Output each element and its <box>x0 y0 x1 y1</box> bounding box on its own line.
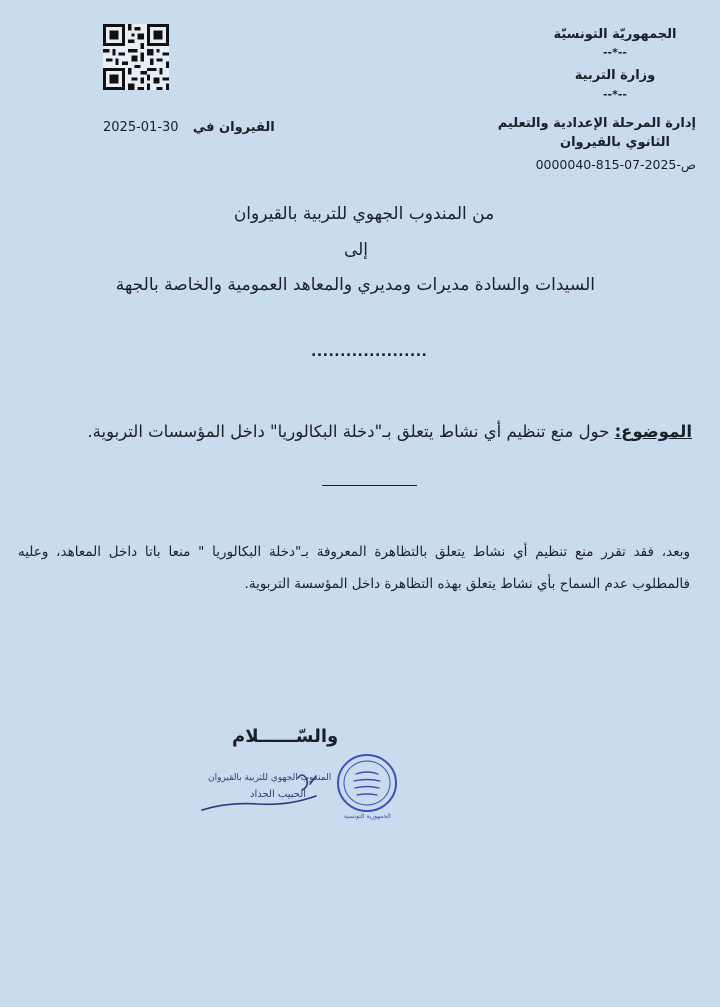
department-line-2: الثانوي بالقيروان <box>559 135 671 150</box>
place-label: القيروان في <box>192 120 275 135</box>
ministry-name: وزارة التربية <box>574 68 656 83</box>
country-name: الجمهوريّة التونسيّة <box>553 27 677 42</box>
official-stamp <box>336 752 398 814</box>
header-separator-1: --*-- <box>602 46 627 59</box>
signature-title: المندوب الجهوي للتربية بالقيروان <box>208 773 332 783</box>
stamp-text: الجمهورية التونسية <box>344 813 391 820</box>
dots-separator: .................... <box>311 344 428 360</box>
subject-text: حول منع تنظيم أي نشاط يتعلق بـ"دخلة البكالوريا" داخل المؤسسات التربوية. <box>87 422 610 441</box>
place-date <box>103 120 275 135</box>
signature-name: الحبيب الحداد <box>250 789 307 800</box>
header-separator-2: --*-- <box>602 88 627 101</box>
handwritten-signature <box>198 766 338 818</box>
closing-salutation: والسّــــــلام <box>232 726 339 747</box>
sender-line <box>0 204 720 224</box>
reference-number: ص-2025-07-815-0000040 <box>535 157 696 172</box>
recipients-line: السيدات والسادة مديرات ومديري والمعاهد العمومية والخاصة بالجهة <box>115 275 595 295</box>
body-paragraph: وبعد، فقد تقرر منع تنظيم أي نشاط يتعلق بالتظاهرة المعروفة بـ"دخلة البكالوريا " منعا باتا داخل المعاهد، وعليه فالمطلوب عدم السماح بأي نشاط يتعلق بهذه التظاهرة داخل المؤسسة التربوية. <box>18 544 690 592</box>
to-label: إلى <box>343 240 369 260</box>
qr-code <box>103 24 169 90</box>
subject-underline-rule <box>322 485 417 486</box>
department-line-1: إدارة المرحلة الإعدادية والتعليم <box>497 116 696 131</box>
sender-text: من المندوب الجهوي للتربية بالقيروان <box>233 204 495 224</box>
subject-label: الموضوع: <box>614 422 692 441</box>
subject-line <box>87 422 692 441</box>
date-value: 2025-01-30 <box>103 120 179 135</box>
